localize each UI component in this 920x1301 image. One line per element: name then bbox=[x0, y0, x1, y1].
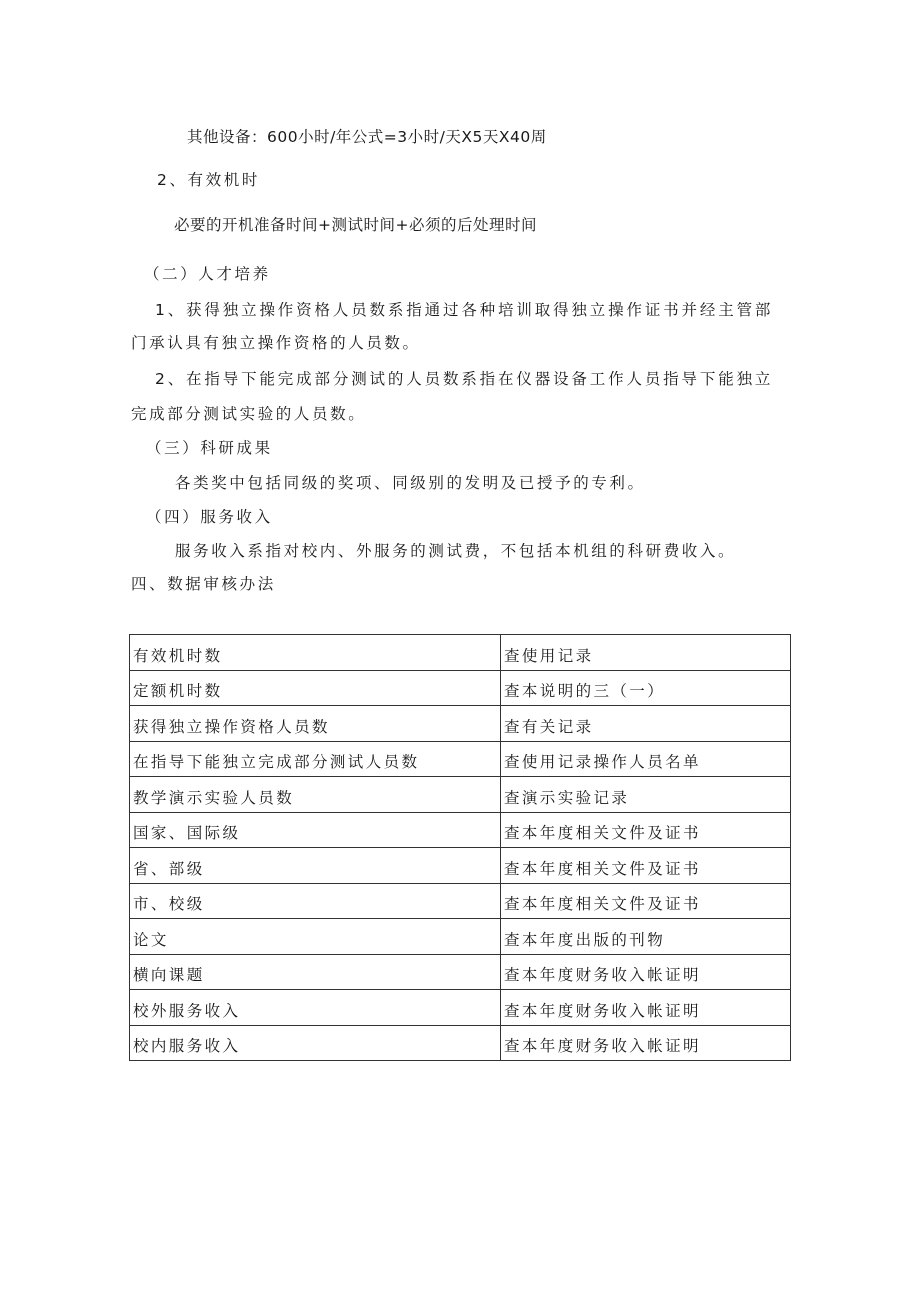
audit-heading: 四、数据审核办法 bbox=[131, 575, 276, 593]
audit-item-cell: 横向课题 bbox=[130, 954, 501, 990]
talent-heading: （二）人才培养 bbox=[144, 265, 271, 283]
audit-methods-table bbox=[129, 634, 791, 1061]
audit-method-cell: 查使用记录 bbox=[501, 635, 791, 671]
audit-item-cell: 教学演示实验人员数 bbox=[130, 777, 501, 813]
audit-method-cell: 查本说明的三（一） bbox=[501, 670, 791, 706]
table-row bbox=[130, 670, 791, 706]
talent-item2-line2: 完成部分测试实验的人员数。 bbox=[131, 405, 367, 423]
table-row bbox=[130, 635, 791, 671]
audit-method-cell: 查演示实验记录 bbox=[501, 777, 791, 813]
effective-hours-heading: 2、有效机时 bbox=[157, 171, 260, 189]
audit-method-cell: 查本年度相关文件及证书 bbox=[501, 883, 791, 919]
other-equipment-formula: 其他设备：600小时/年公式=3小时/天X5天X40周 bbox=[187, 128, 547, 146]
talent-item2-line1: 2、在指导下能完成部分测试的人员数系指在仪器设备工作人员指导下能独立 bbox=[155, 370, 774, 388]
audit-item-cell: 市、校级 bbox=[130, 883, 501, 919]
audit-item-cell: 在指导下能独立完成部分测试人员数 bbox=[130, 741, 501, 777]
audit-method-cell: 查有关记录 bbox=[501, 706, 791, 742]
table-row bbox=[130, 990, 791, 1026]
service-heading: （四）服务收入 bbox=[146, 508, 273, 526]
table-row bbox=[130, 1025, 791, 1061]
audit-method-cell: 查本年度相关文件及证书 bbox=[501, 812, 791, 848]
table-row bbox=[130, 919, 791, 955]
table-row bbox=[130, 741, 791, 777]
audit-item-cell: 校外服务收入 bbox=[130, 990, 501, 1026]
service-definition: 服务收入系指对校内、外服务的测试费，不包括本机组的科研费收入。 bbox=[175, 542, 737, 560]
table-row bbox=[130, 848, 791, 884]
talent-item1-line1: 1、获得独立操作资格人员数系指通过各种培训取得独立操作证书并经主管部 bbox=[155, 301, 774, 319]
table-row bbox=[130, 777, 791, 813]
audit-item-cell: 省、部级 bbox=[130, 848, 501, 884]
table-row bbox=[130, 706, 791, 742]
audit-method-cell: 查使用记录操作人员名单 bbox=[501, 741, 791, 777]
audit-method-cell: 查本年度相关文件及证书 bbox=[501, 848, 791, 884]
table-row bbox=[130, 812, 791, 848]
audit-item-cell: 有效机时数 bbox=[130, 635, 501, 671]
audit-method-cell: 查本年度财务收入帐证明 bbox=[501, 990, 791, 1026]
research-definition: 各类奖中包括同级的奖项、同级别的发明及已授予的专利。 bbox=[175, 474, 646, 492]
audit-item-cell: 获得独立操作资格人员数 bbox=[130, 706, 501, 742]
audit-method-cell: 查本年度财务收入帐证明 bbox=[501, 1025, 791, 1061]
table-row bbox=[130, 954, 791, 990]
audit-item-cell: 定额机时数 bbox=[130, 670, 501, 706]
audit-item-cell: 论文 bbox=[130, 919, 501, 955]
research-heading: （三）科研成果 bbox=[146, 439, 273, 457]
audit-method-cell: 查本年度出版的刊物 bbox=[501, 919, 791, 955]
table-row bbox=[130, 883, 791, 919]
audit-item-cell: 国家、国际级 bbox=[130, 812, 501, 848]
audit-method-cell: 查本年度财务收入帐证明 bbox=[501, 954, 791, 990]
effective-hours-definition: 必要的开机准备时间+测试时间+必须的后处理时间 bbox=[174, 216, 537, 234]
talent-item1-line2: 门承认具有独立操作资格的人员数。 bbox=[131, 334, 421, 352]
audit-item-cell: 校内服务收入 bbox=[130, 1025, 501, 1061]
